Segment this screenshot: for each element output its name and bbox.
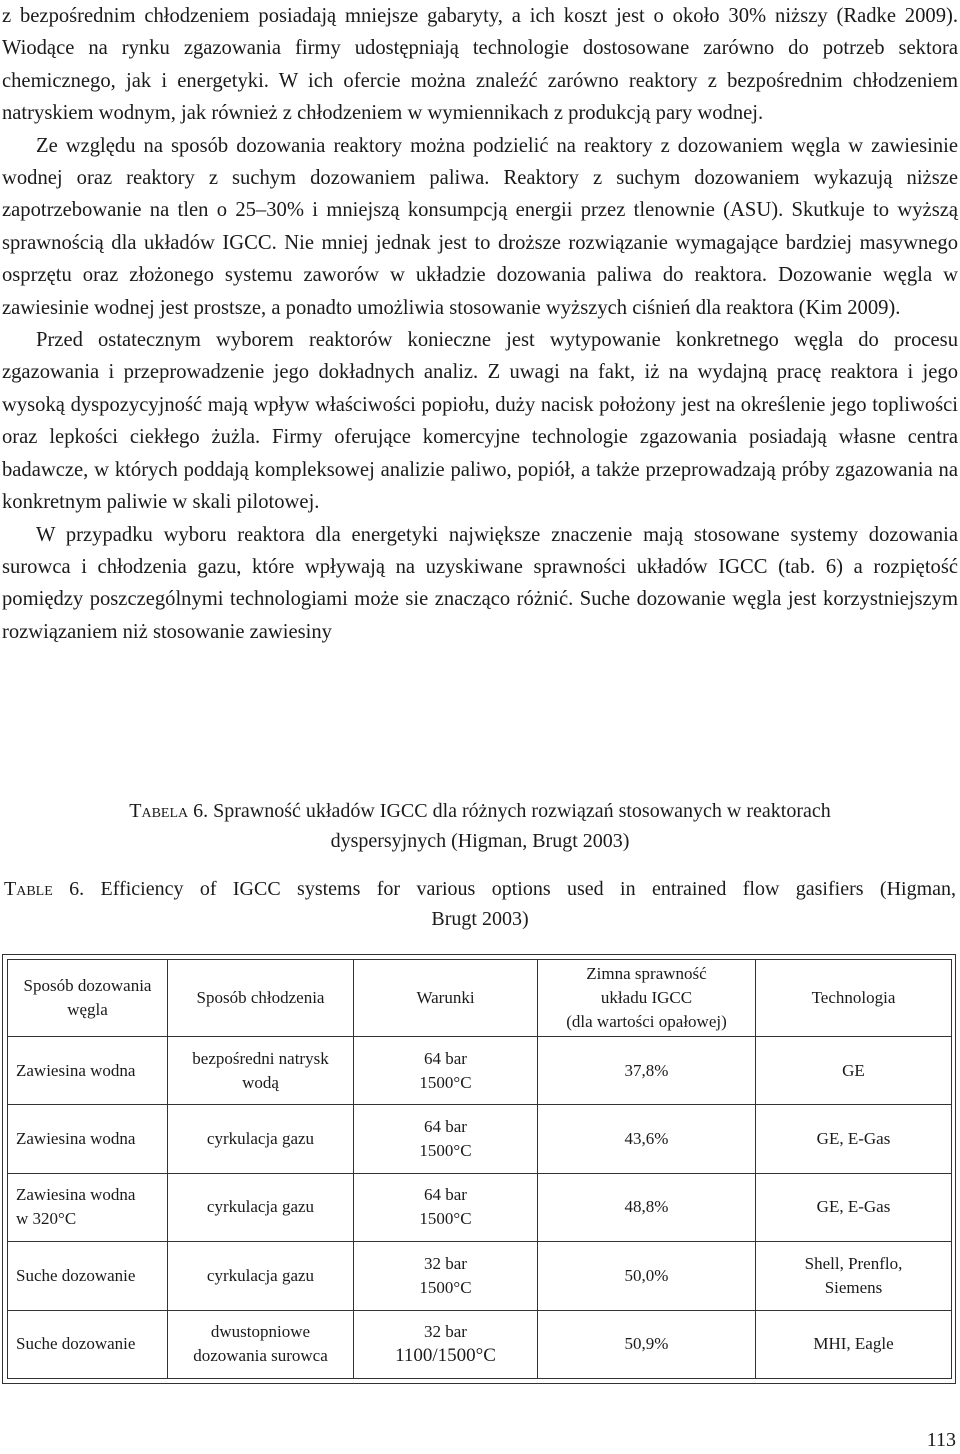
table-cell	[8, 1310, 168, 1378]
body-text	[2, 0, 958, 648]
table-row	[8, 1105, 952, 1173]
table-cell	[8, 1105, 168, 1173]
cell-line: MHI, Eagle	[813, 1334, 894, 1354]
table-caption-polish-text: Sprawność układów IGCC dla różnych rozwiązań stosowanych w reaktorach dyspersyjnych (Higman, Brugt 2003)	[213, 800, 831, 852]
cell-line: 32 bar	[424, 1253, 467, 1273]
cell-line: 43,6%	[624, 1129, 669, 1149]
cell-line: w 320°C	[16, 1209, 77, 1229]
cell-line: 64 bar	[424, 1185, 467, 1205]
cell-line: 1500°C	[419, 1141, 472, 1161]
cell-line: Sposób dozowania	[23, 976, 152, 995]
table-cell	[756, 1242, 952, 1310]
cell-line: Siemens	[824, 1277, 883, 1297]
cell-line: cyrkulacja gazu	[206, 1129, 315, 1149]
paragraph: Ze względu na sposób dozowania reaktory można podzielić na reaktory z dozowaniem węgla w zawiesinie wodnej oraz reaktory z suchym dozowaniem paliwa. Reaktory z suchym dozowaniem wykazują niższe zapotrzebowanie na tlen o 25–30% i mniejszą konsumpcją energii przez tlenownie (ASU). Skutkuje to wyższą sprawnością dla układów IGCC. Nie mniej jednak jest to droższe rozwiązanie wymagające bardziej masywnego osprzętu oraz złożonego systemu zaworów w układzie dozowania paliwa do reaktora. Dozowanie węgla w zawiesinie wodnej jest prostsze, a ponadto umożliwia stosowanie wyższych ciśnień dla reaktora (Kim 2009).	[2, 134, 958, 319]
table-cell	[538, 1173, 756, 1241]
cell-line: 48,8%	[624, 1197, 669, 1217]
table-caption-english-label: Table 6.	[4, 878, 85, 900]
table-row	[8, 1173, 952, 1241]
table-cell	[756, 1037, 952, 1105]
cell-line: 64 bar	[424, 1117, 467, 1137]
cell-line: Suche dozowanie	[16, 1334, 136, 1354]
cell-line: Zimna sprawność	[586, 964, 707, 983]
table-header-cell	[354, 960, 538, 1037]
cell-line: cyrkulacja gazu	[206, 1265, 315, 1285]
table-row	[8, 1310, 952, 1378]
cell-line: (dla wartości opałowej)	[566, 1012, 727, 1031]
cell-line: Zawiesina wodna	[16, 1185, 136, 1205]
table-cell	[354, 1242, 538, 1310]
table-caption-english-line2: Brugt 2003)	[431, 908, 529, 930]
table-cell	[756, 1173, 952, 1241]
table-cell	[168, 1037, 354, 1105]
cell-line: Zawiesina wodna	[16, 1129, 136, 1149]
cell-line: Sposób chłodzenia	[196, 988, 325, 1007]
table-cell	[538, 1310, 756, 1378]
table-caption-english-text: Efficiency of IGCC systems for various options used in entrained flow gasifiers (Higman,	[100, 878, 956, 900]
table-caption-english-line1	[4, 874, 956, 904]
table-header-cell	[538, 960, 756, 1037]
table-cell	[168, 1242, 354, 1310]
table-cell	[538, 1242, 756, 1310]
cell-line: GE, E-Gas	[816, 1129, 891, 1149]
table-cell	[8, 1037, 168, 1105]
page-number: 113	[926, 1429, 956, 1451]
table-cell	[354, 1037, 538, 1105]
cell-line: 1500°C	[419, 1209, 472, 1229]
cell-line: Technologia	[811, 988, 896, 1007]
table-cell	[168, 1173, 354, 1241]
cell-line: Shell, Prenflo,	[804, 1253, 903, 1273]
table-cell	[354, 1310, 538, 1378]
cell-line: GE, E-Gas	[816, 1197, 891, 1217]
cell-line: 1100/1500°C	[395, 1345, 496, 1367]
cell-line: 64 bar	[424, 1048, 467, 1068]
cell-line: układu IGCC	[600, 988, 693, 1007]
table-cell	[538, 1037, 756, 1105]
paragraph: z bezpośrednim chłodzeniem posiadają mniejsze gabaryty, a ich koszt jest o około 30% niższy (Radke 2009). Wiodące na rynku zgazowania firmy udostępniają technologie dostosowane zarówno do potrzeb sektora chemicznego, jak i energetyki. W ich ofercie można znaleźć zarówno reaktory z bezpośrednim chłodzeniem natryskiem wodnym, jak również z chłodzeniem w wymiennikach z produkcją pary wodnej.	[2, 5, 958, 125]
cell-line: 37,8%	[624, 1060, 669, 1080]
table-header-row	[8, 960, 952, 1037]
table-header-cell	[756, 960, 952, 1037]
cell-line: bezpośredni natrysk	[192, 1048, 329, 1068]
cell-line: 1500°C	[419, 1072, 472, 1092]
cell-line: 32 bar	[424, 1322, 467, 1342]
table-cell	[168, 1310, 354, 1378]
table-caption-polish	[0, 796, 960, 856]
table-header-cell	[8, 960, 168, 1037]
cell-line: Warunki	[416, 988, 475, 1007]
paragraph: Przed ostatecznym wyborem reaktorów konieczne jest wytypowanie konkretnego węgla do procesu zgazowania i przeprowadzenie jego dokładnych analiz. Z uwagi na fakt, iż na wydajną pracę reaktora i jego wysoką dyspozycyjność mają wpływ właściwości popiołu, duży nacisk położony jest na określenie jego topliwości oraz lepkości ciekłego żużla. Firmy oferujące komercyjne technologie zgazowania posiadają własne centra badawcze, w których poddają kompleksowej analizie paliwo, popiół, a także przeprowadzają próby zgazowania na konkretnym paliwie w skali pilotowej.	[2, 329, 958, 514]
cell-line: dwustopniowe	[210, 1322, 311, 1342]
cell-line: Suche dozowanie	[16, 1265, 136, 1285]
table-header-cell	[168, 960, 354, 1037]
table-cell	[538, 1105, 756, 1173]
cell-line: cyrkulacja gazu	[206, 1197, 315, 1217]
cell-line: wodą	[242, 1072, 279, 1092]
table-cell	[756, 1105, 952, 1173]
paragraph: W przypadku wyboru reaktora dla energetyki największe znaczenie mają stosowane systemy dozowania surowca i chłodzenia gazu, które wpływają na uzyskiwane sprawności układów IGCC (tab. 6) a rozpiętość pomiędzy poszczególnymi technologiami może sie znacząco różnić. Suche dozowanie węgla jest korzystniejszym rozwiązaniem niż stosowanie zawiesiny	[2, 523, 958, 643]
cell-line: 1500°C	[419, 1277, 472, 1297]
table-caption-polish-label: Tabela 6.	[129, 800, 209, 822]
table-cell	[354, 1105, 538, 1173]
cell-line: węgla	[67, 1000, 108, 1019]
efficiency-table	[7, 959, 952, 1379]
table-row	[8, 1242, 952, 1310]
table-caption-english	[0, 874, 960, 934]
table-cell	[8, 1242, 168, 1310]
cell-line: Zawiesina wodna	[16, 1060, 136, 1080]
cell-line: 50,0%	[624, 1265, 669, 1285]
table-cell	[8, 1173, 168, 1241]
cell-line: GE	[842, 1060, 865, 1080]
table-cell	[354, 1173, 538, 1241]
cell-line: dozowania surowca	[193, 1346, 328, 1366]
cell-line: 50,9%	[624, 1334, 669, 1354]
table-cell	[168, 1105, 354, 1173]
table-row	[8, 1037, 952, 1105]
table-cell	[756, 1310, 952, 1378]
